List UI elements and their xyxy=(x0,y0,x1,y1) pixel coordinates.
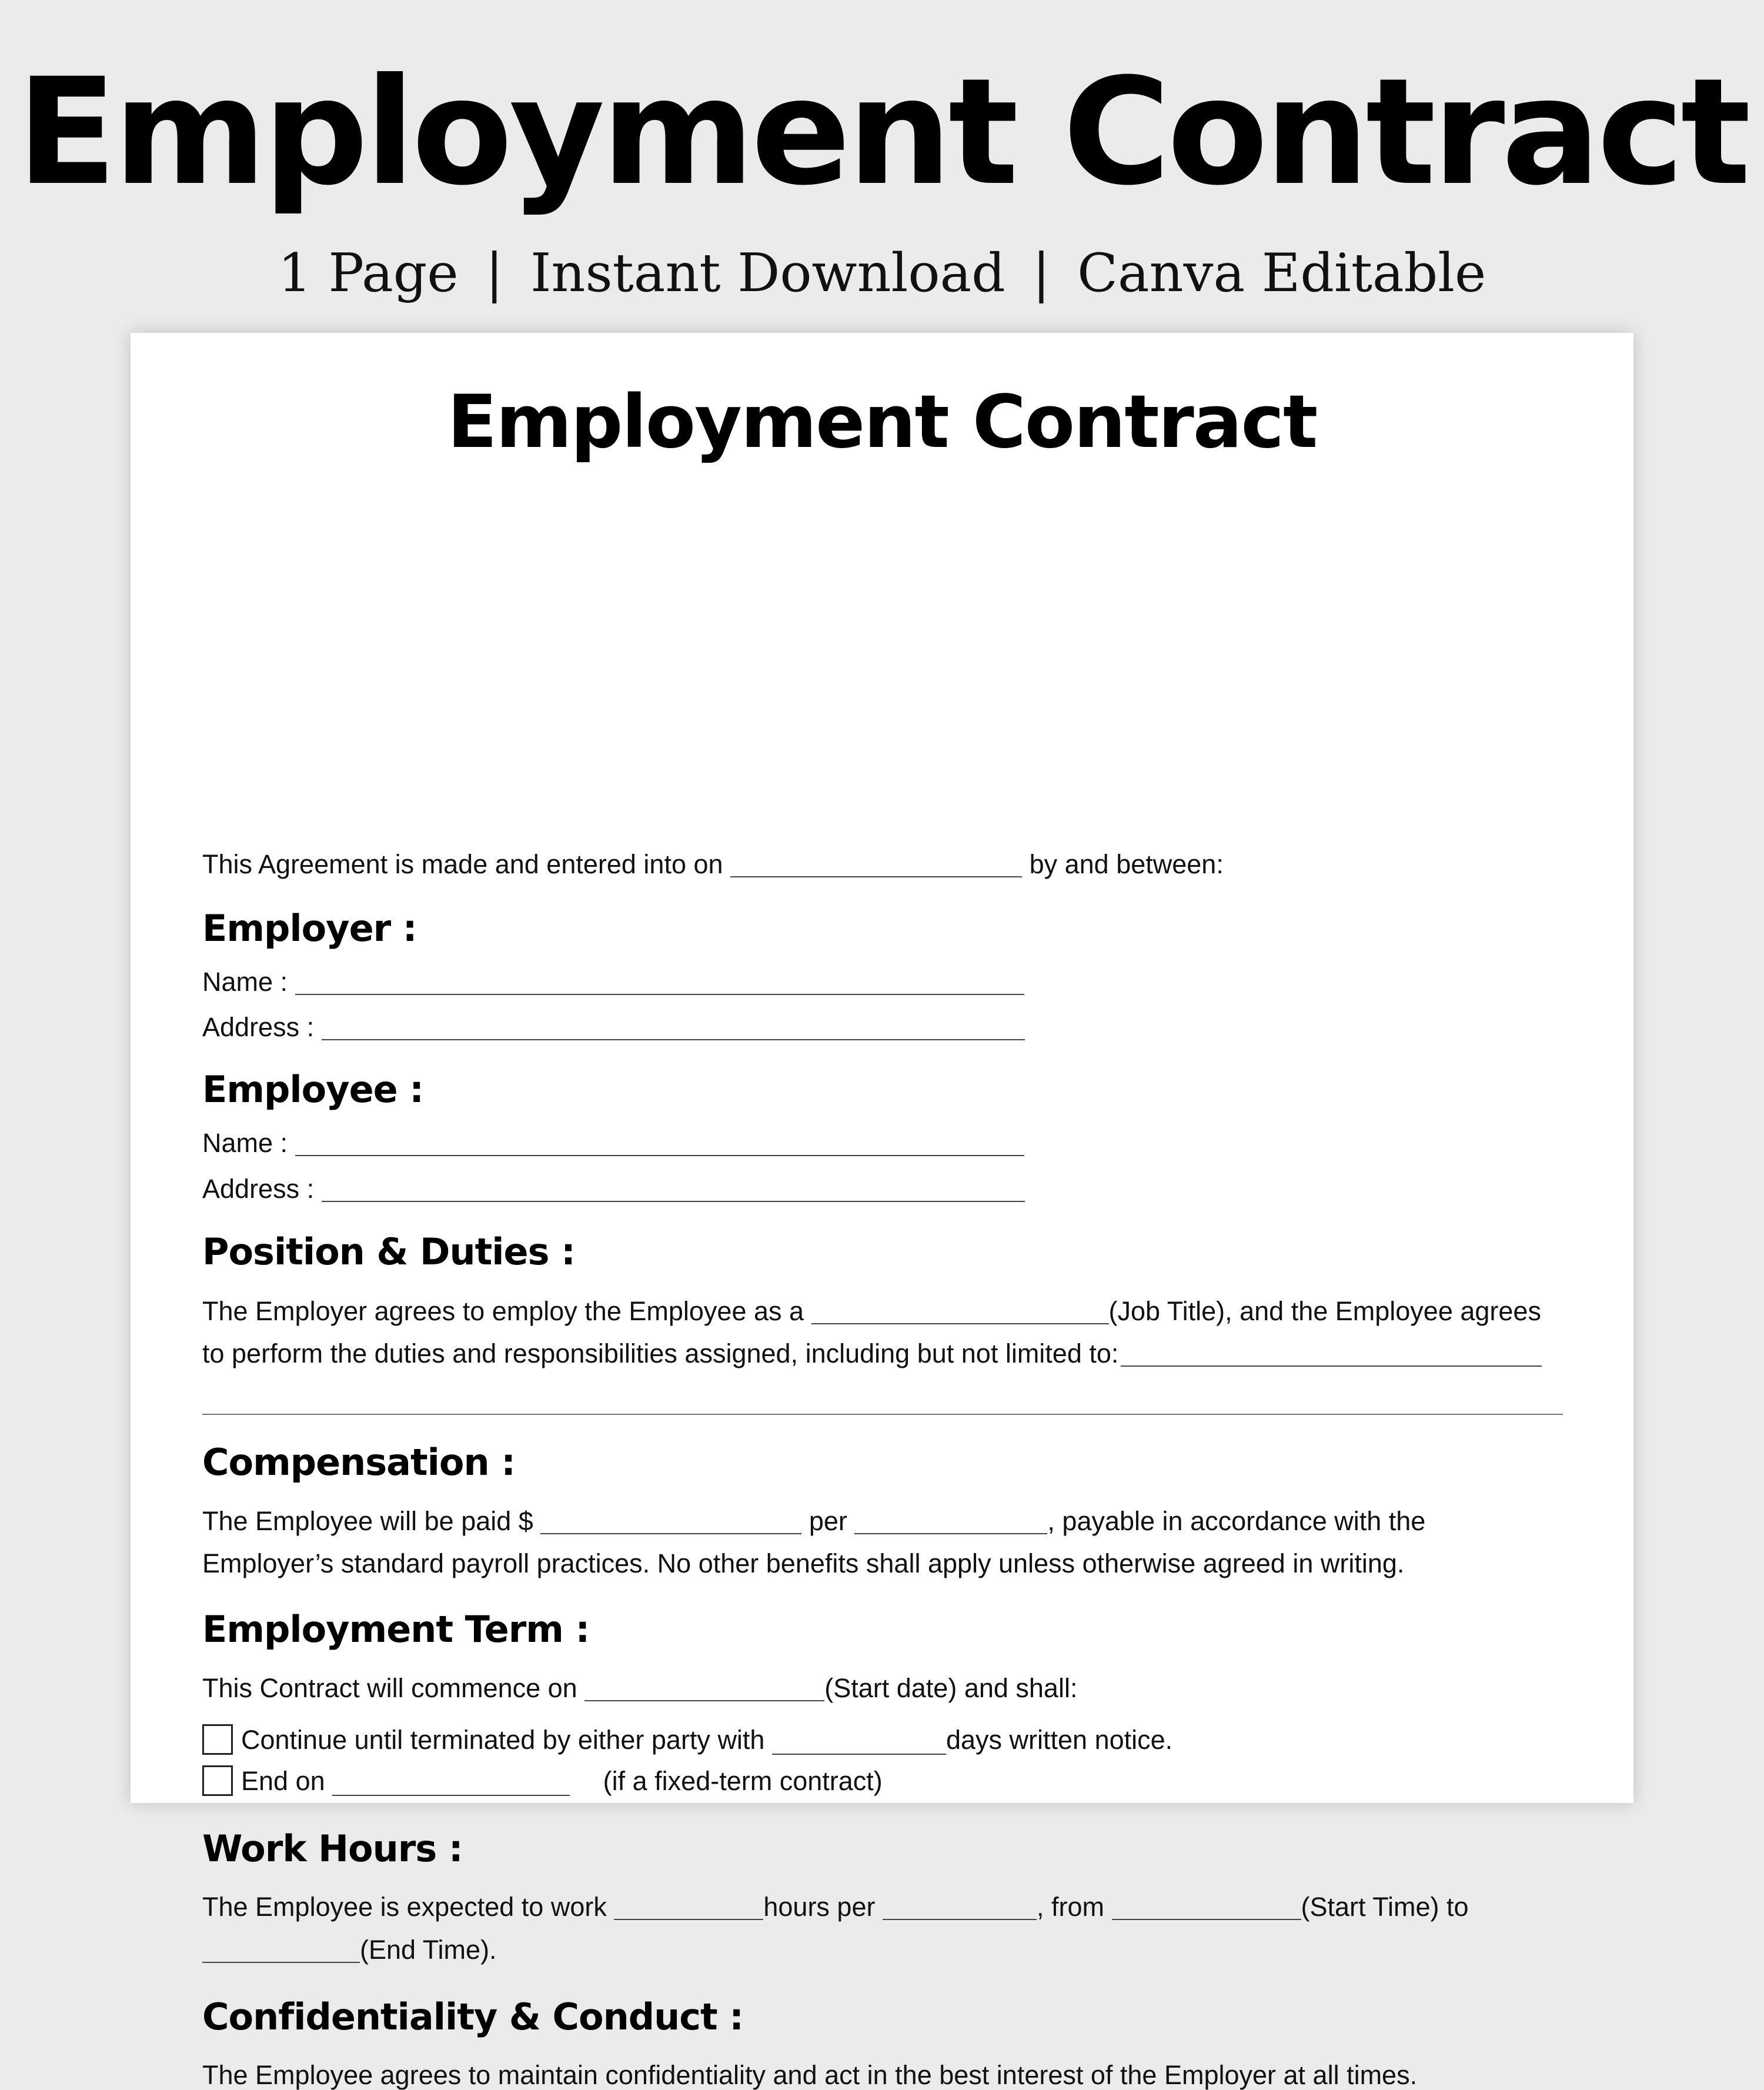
position-heading: Position & Duties : xyxy=(202,1230,575,1273)
banner-separator: | xyxy=(485,242,503,304)
term-option-1-end: days written notice. xyxy=(946,1725,1173,1755)
banner-subtitle xyxy=(0,242,1764,304)
compensation-heading: Compensation : xyxy=(202,1441,516,1484)
hours-line-2 xyxy=(202,1936,497,1963)
confidentiality-line-1: The Employee agrees to maintain confidentiality and act in the best interest of the Employer at all times. xyxy=(202,2060,1418,2090)
term-option-1-text: Continue until terminated by either party with xyxy=(241,1725,765,1755)
compensation-text-end: , payable in accordance with the xyxy=(1047,1506,1426,1536)
banner-title: Employment Contract xyxy=(16,46,1748,218)
employee-name-label: Name : xyxy=(202,1128,288,1158)
hours-text: The Employee is expected to work xyxy=(202,1892,607,1922)
duties-field[interactable] xyxy=(1121,1340,1542,1367)
term-text-end: (Start date) and shall: xyxy=(824,1673,1078,1703)
intro-line xyxy=(202,850,1224,877)
end-date-checkbox[interactable] xyxy=(202,1765,233,1796)
intro-text-end: by and between: xyxy=(1029,849,1224,879)
banner-canva: Canva Editable xyxy=(1077,242,1486,304)
compensation-line-2: Employer’s standard payroll practices. No other benefits shall apply unless otherwise agreed in writing. xyxy=(202,1548,1405,1578)
position-line-1 xyxy=(202,1297,1541,1324)
job-title-field[interactable] xyxy=(811,1297,1109,1324)
banner-pages: 1 Page xyxy=(278,242,459,304)
employee-name-line xyxy=(202,1129,1024,1156)
hours-to: (Start Time) to xyxy=(1301,1892,1469,1922)
hours-heading: Work Hours : xyxy=(202,1827,463,1870)
notice-days-field[interactable] xyxy=(772,1728,946,1755)
position-text-end: (Job Title), and the Employee agrees xyxy=(1108,1296,1541,1326)
start-time-field[interactable] xyxy=(1112,1893,1301,1920)
document-title: Employment Contract xyxy=(447,380,1317,465)
term-line-1 xyxy=(202,1674,1077,1701)
term-option-2-text: End on xyxy=(241,1766,325,1796)
contract-page xyxy=(131,333,1633,2090)
end-time-field[interactable] xyxy=(202,1936,360,1963)
agreement-date-field[interactable] xyxy=(730,850,1022,877)
compensation-line-1 xyxy=(202,1507,1425,1534)
term-option-1 xyxy=(202,1727,1172,1755)
hours-end-text: (End Time). xyxy=(360,1935,497,1965)
employee-address-field[interactable] xyxy=(322,1175,1025,1202)
term-text: This Contract will commence on xyxy=(202,1673,577,1703)
employer-name-label: Name : xyxy=(202,967,288,997)
hours-period-field[interactable] xyxy=(883,1893,1037,1920)
term-heading: Employment Term : xyxy=(202,1608,590,1651)
duties-extra-line[interactable] xyxy=(202,1414,1563,1415)
start-date-field[interactable] xyxy=(584,1674,824,1701)
confidentiality-heading: Confidentiality & Conduct : xyxy=(202,1995,744,2038)
employee-heading: Employee : xyxy=(202,1068,424,1111)
employer-name-line xyxy=(202,968,1024,995)
duties-text: to perform the duties and responsibilities assigned, including but not limited to: xyxy=(202,1338,1119,1368)
employer-heading: Employer : xyxy=(202,907,417,950)
banner-download: Instant Download xyxy=(530,242,1005,304)
employer-name-field[interactable] xyxy=(295,968,1024,995)
employee-address-label: Address : xyxy=(202,1174,315,1204)
compensation-text: The Employee will be paid $ xyxy=(202,1506,533,1536)
employer-address-label: Address : xyxy=(202,1012,315,1042)
position-text: The Employer agrees to employ the Employee as a xyxy=(202,1296,804,1326)
end-date-field[interactable] xyxy=(332,1769,570,1796)
position-line-2 xyxy=(202,1340,1542,1367)
pay-period-field[interactable] xyxy=(854,1507,1047,1534)
employee-address-line xyxy=(202,1175,1025,1202)
pay-amount-field[interactable] xyxy=(540,1507,801,1534)
employee-name-field[interactable] xyxy=(295,1129,1024,1156)
notice-checkbox[interactable] xyxy=(202,1724,233,1755)
employer-address-field[interactable] xyxy=(322,1013,1025,1040)
hours-per: hours per xyxy=(763,1892,876,1922)
compensation-per: per xyxy=(808,1506,847,1536)
hours-line-1 xyxy=(202,1893,1469,1920)
banner-separator: | xyxy=(1032,242,1051,304)
employer-address-line xyxy=(202,1013,1025,1040)
term-option-2-end: (if a fixed-term contract) xyxy=(603,1766,883,1796)
intro-text: This Agreement is made and entered into on xyxy=(202,849,723,879)
term-option-2 xyxy=(202,1768,883,1796)
hours-count-field[interactable] xyxy=(614,1893,763,1920)
hours-from: , from xyxy=(1036,1892,1104,1922)
